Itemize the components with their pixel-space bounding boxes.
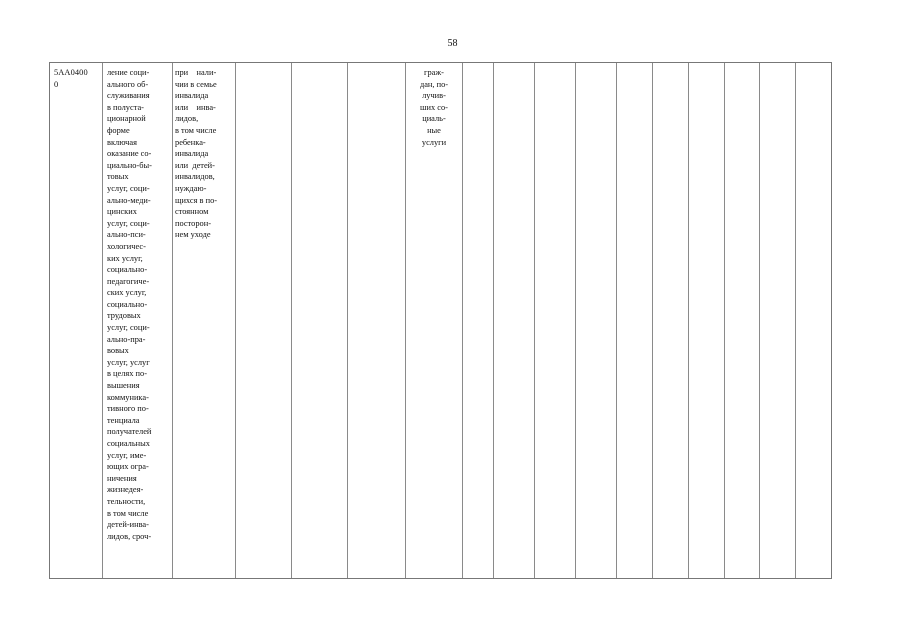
column-divider [235, 63, 236, 578]
column-divider [493, 63, 494, 578]
column-divider [172, 63, 173, 578]
column-divider [405, 63, 406, 578]
page-number: 58 [447, 38, 458, 49]
column-divider [724, 63, 725, 578]
column-divider [534, 63, 535, 578]
service-recipient-cell: граж- дан, по- лучив- ших со- циаль- ные услуги [419, 68, 449, 147]
column-divider [575, 63, 576, 578]
column-divider [616, 63, 617, 578]
services-table [49, 62, 832, 579]
column-divider [462, 63, 463, 578]
service-code-cell: 5АА0400 0 [54, 68, 88, 89]
column-divider [347, 63, 348, 578]
service-condition-cell: при нали- чии в семье инвалида или инва- лидов, в том числе ребенка- инвалида или детей- инвалидов, нуждаю- щихся в по- стоянном посторон- нем уходе [175, 68, 218, 240]
column-divider [102, 63, 103, 578]
column-divider [652, 63, 653, 578]
column-divider [795, 63, 796, 578]
column-divider [688, 63, 689, 578]
service-name-cell: ление соци- ального об- служивания в полуста- ционарной форме включая оказание со- циально-бы- товых услуг, соци- ально-меди- цинских услуг, соци- ально-пси- хологичес- ких услуг, социально- педагогиче- ских услуг, социально- трудовых услуг, соци- ально-пра- вовых услуг, услуг в целях по- вышения коммуника- тивного по- тенциала получателей социальных услуг, име- ющих огра- ничения жизнедея- тельности, в том числе детей-инва- лидов, сроч- [107, 68, 152, 541]
column-divider [759, 63, 760, 578]
column-divider [291, 63, 292, 578]
